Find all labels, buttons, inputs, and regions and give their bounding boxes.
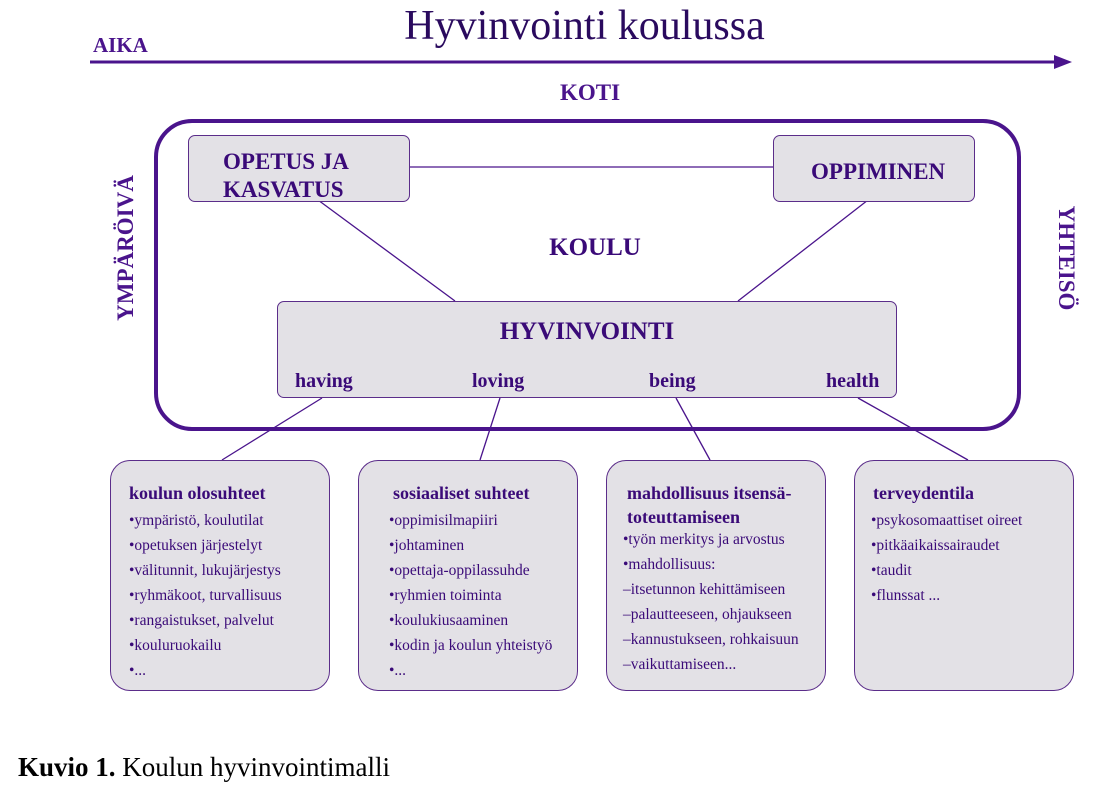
card-title xyxy=(627,481,827,529)
list-item: •opetuksen järjestelyt xyxy=(129,537,263,554)
list-item: •ryhmäkoot, turvallisuus xyxy=(129,587,282,604)
caption-text: Koulun hyvinvointimalli xyxy=(115,752,391,782)
list-item: •kouluruokailu xyxy=(129,637,222,654)
list-item: –palautteeseen, ohjaukseen xyxy=(623,606,792,623)
time-label: AIKA xyxy=(93,33,148,57)
card-title: sosiaaliset suhteet xyxy=(393,483,530,503)
wellbeing-box xyxy=(277,301,897,398)
list-item: •... xyxy=(389,662,407,679)
environment-label: YMPÄRÖIVÄ xyxy=(113,175,138,321)
list-item: •ympäristö, koulutilat xyxy=(129,512,264,529)
card-list xyxy=(871,508,1022,608)
list-item: •oppimisilmapiiri xyxy=(389,512,498,529)
learning-box xyxy=(773,135,975,202)
card-title-line-1: mahdollisuus itsensä- xyxy=(627,483,792,503)
card-title-line-2: toteuttamiseen xyxy=(627,507,740,527)
dimension-being: being xyxy=(649,370,696,392)
list-item: •ryhmien toiminta xyxy=(389,587,502,604)
card-health-status xyxy=(854,460,1074,691)
teaching-line-1: OPETUS JA xyxy=(223,149,349,174)
list-item: •psykosomaattiset oireet xyxy=(871,512,1023,529)
list-item: •johtaminen xyxy=(389,537,465,554)
card-list xyxy=(129,508,282,683)
school-label: KOULU xyxy=(549,234,641,261)
list-item: •koulukiusaaminen xyxy=(389,612,509,629)
dimension-health: health xyxy=(826,370,880,392)
list-item: •välitunnit, lukujärjestys xyxy=(129,562,281,579)
diagram-title: Hyvinvointi koulussa xyxy=(404,3,765,49)
list-item: •flunssat ... xyxy=(871,587,941,604)
teaching-box-label xyxy=(223,148,349,204)
list-item: –itsetunnon kehittämiseen xyxy=(623,581,786,598)
list-item: •pitkäaikaissairaudet xyxy=(871,537,1000,554)
list-item: •taudit xyxy=(871,562,912,579)
list-item: •rangaistukset, palvelut xyxy=(129,612,274,629)
list-item: –vaikuttamiseen... xyxy=(623,656,737,673)
card-list xyxy=(623,527,799,677)
wellbeing-box-label: HYVINVOINTI xyxy=(499,318,675,345)
card-self-realisation xyxy=(606,460,826,691)
card-school-conditions xyxy=(110,460,330,691)
card-title: terveydentila xyxy=(873,483,974,503)
list-item: •opettaja-oppilassuhde xyxy=(389,562,530,579)
list-item: •mahdollisuus: xyxy=(623,556,716,573)
list-item: •... xyxy=(129,662,147,679)
teaching-box xyxy=(188,135,410,202)
dimension-having: having xyxy=(295,370,353,392)
list-item: •kodin ja koulun yhteistyö xyxy=(389,637,553,654)
list-item: –kannustukseen, rohkaisuun xyxy=(623,631,799,648)
time-arrow-head xyxy=(1054,55,1072,69)
card-list xyxy=(389,508,552,683)
dimension-loving: loving xyxy=(472,370,525,392)
caption-label: Kuvio 1. xyxy=(18,752,116,782)
figure-caption xyxy=(18,752,390,783)
home-label: KOTI xyxy=(559,80,621,105)
card-social-relations xyxy=(358,460,578,691)
learning-box-label: OPPIMINEN xyxy=(811,159,946,184)
list-item: •työn merkitys ja arvostus xyxy=(623,531,785,548)
card-title: koulun olosuhteet xyxy=(129,483,266,503)
teaching-line-2: KASVATUS xyxy=(223,177,344,202)
community-label: YHTEISÖ xyxy=(1054,205,1079,311)
